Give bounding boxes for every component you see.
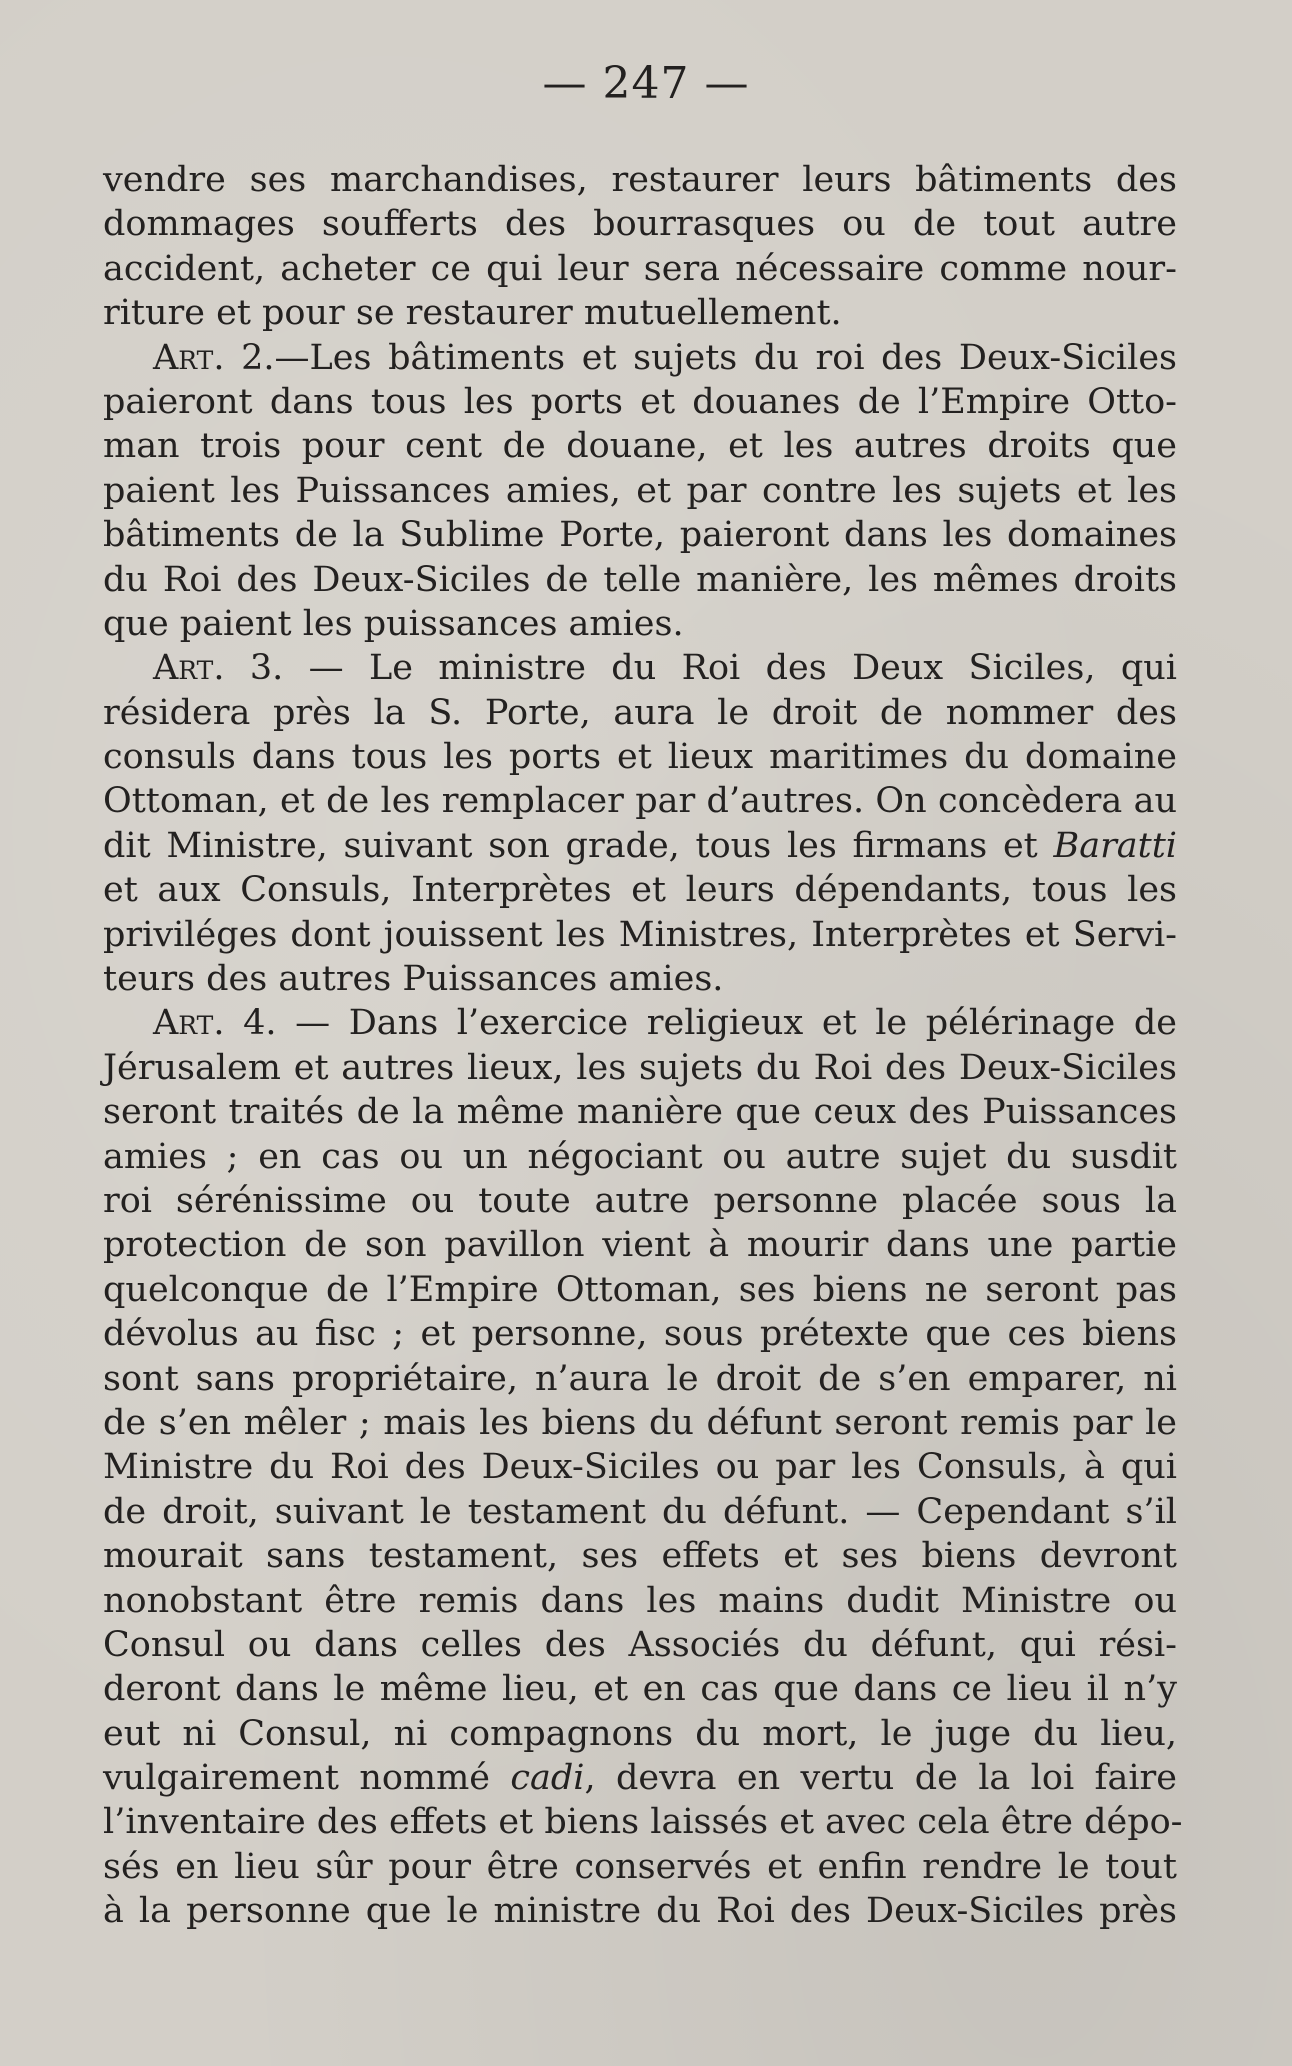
text-segment: vulgairement nommé — [103, 1758, 511, 1799]
page-body — [103, 158, 1183, 1934]
text-line: priviléges dont jouissent les Ministres, Interprètes et Servi- — [103, 914, 1177, 955]
text-line: teurs des autres Puissances amies. — [103, 959, 724, 1000]
text-line — [103, 1001, 1177, 1045]
text-line: dévolus au fisc ; et personne, sous prétexte que ces biens — [103, 1314, 1177, 1355]
article-label: Art. 3. — [153, 648, 284, 689]
paragraph-intro — [103, 158, 1177, 336]
text-line: mourait sans testament, ses effets et ses biens devront — [103, 1536, 1177, 1577]
text-line — [103, 1756, 1177, 1800]
text-line: de droit, suivant le testament du défunt. — Cependant s’il — [103, 1491, 1177, 1532]
page-number: — 247 — — [542, 58, 750, 109]
text-line: nonobstant être remis dans les mains dudit Ministre ou — [103, 1580, 1177, 1621]
text-line — [103, 336, 1177, 380]
text-line: dommages soufferts des bourrasques ou de tout autre — [103, 204, 1177, 245]
text-line: seront traités de la même manière que ceux des Puissances — [103, 1092, 1177, 1133]
text-line: Ottoman, et de les remplacer par d’autres. On concèdera au — [103, 781, 1177, 822]
text-segment: — Dans l’exercice religieux et le pélérinage de — [276, 1003, 1177, 1044]
text-line: deront dans le même lieu, et en cas que dans ce lieu il n’y — [103, 1669, 1177, 1710]
paragraph-article-2 — [103, 336, 1177, 647]
text-segment: dit Ministre, suivant son grade, tous les firmans et — [103, 825, 1054, 866]
paragraph-article-4 — [103, 1001, 1183, 1933]
paragraph-article-3 — [103, 646, 1177, 1001]
text-line: man trois pour cent de douane, et les autres droits que — [103, 426, 1177, 467]
text-line: accident, acheter ce qui leur sera nécessaire comme nour- — [103, 248, 1177, 289]
text-line: amies ; en cas ou un négociant ou autre sujet du susdit — [103, 1136, 1177, 1177]
text-line: sont sans propriétaire, n’aura le droit de s’en emparer, ni — [103, 1358, 1177, 1399]
text-segment: — Le ministre du Roi des Deux Siciles, qui — [283, 648, 1177, 689]
text-line — [103, 824, 1177, 868]
text-line: Consul ou dans celles des Associés du défunt, qui rési- — [103, 1624, 1177, 1665]
text-line: sés en lieu sûr pour être conservés et enfin rendre le tout — [103, 1846, 1177, 1887]
article-label: Art. 2. — [153, 337, 275, 378]
text-line: et aux Consuls, Interprètes et leurs dépendants, tous les — [103, 870, 1177, 911]
italic-term: cadi — [510, 1758, 585, 1799]
text-line: roi sérénissime ou toute autre personne placée sous la — [103, 1180, 1177, 1221]
text-line: du Roi des Deux-Siciles de telle manière, les mêmes droits — [103, 559, 1177, 600]
article-label: Art. 4. — [153, 1003, 277, 1044]
text-line: consuls dans tous les ports et lieux maritimes du domaine — [103, 737, 1177, 778]
text-line: résidera près la S. Porte, aura le droit de nommer des — [103, 692, 1177, 733]
text-line: bâtiments de la Sublime Porte, paieront dans les domaines — [103, 515, 1177, 556]
text-line: paient les Puissances amies, et par contre les sujets et les — [103, 470, 1177, 511]
text-line: eut ni Consul, ni compagnons du mort, le juge du lieu, — [103, 1713, 1177, 1754]
text-line: vendre ses marchandises, restaurer leurs bâtiments des — [103, 160, 1177, 200]
text-line: paieront dans tous les ports et douanes de l’Empire Otto- — [103, 381, 1177, 422]
italic-term: Baratti — [1053, 825, 1177, 866]
text-line: Ministre du Roi des Deux-Siciles ou par les Consuls, à qui — [103, 1447, 1177, 1488]
text-line: que paient les puissances amies. — [103, 603, 684, 644]
text-line: riture et pour se restaurer mutuellement. — [103, 293, 842, 334]
text-line: de s’en mêler ; mais les biens du défunt seront remis par le — [103, 1402, 1177, 1443]
text-line: à la personne que le ministre du Roi des Deux-Siciles près — [103, 1891, 1177, 1932]
text-segment: —Les bâtiments et sujets du roi des Deux-Siciles — [274, 337, 1177, 378]
text-line: protection de son pavillon vient à mourir dans une partie — [103, 1225, 1177, 1266]
text-line: Jérusalem et autres lieux, les sujets du Roi des Deux-Siciles — [103, 1047, 1177, 1088]
text-line: quelconque de l’Empire Ottoman, ses biens ne seront pas — [103, 1269, 1177, 1310]
text-line — [103, 646, 1177, 690]
text-segment: , devra en vertu de la loi faire — [584, 1758, 1177, 1799]
text-line: l’inventaire des effets et biens laissés et avec cela être dépo- — [103, 1802, 1183, 1843]
